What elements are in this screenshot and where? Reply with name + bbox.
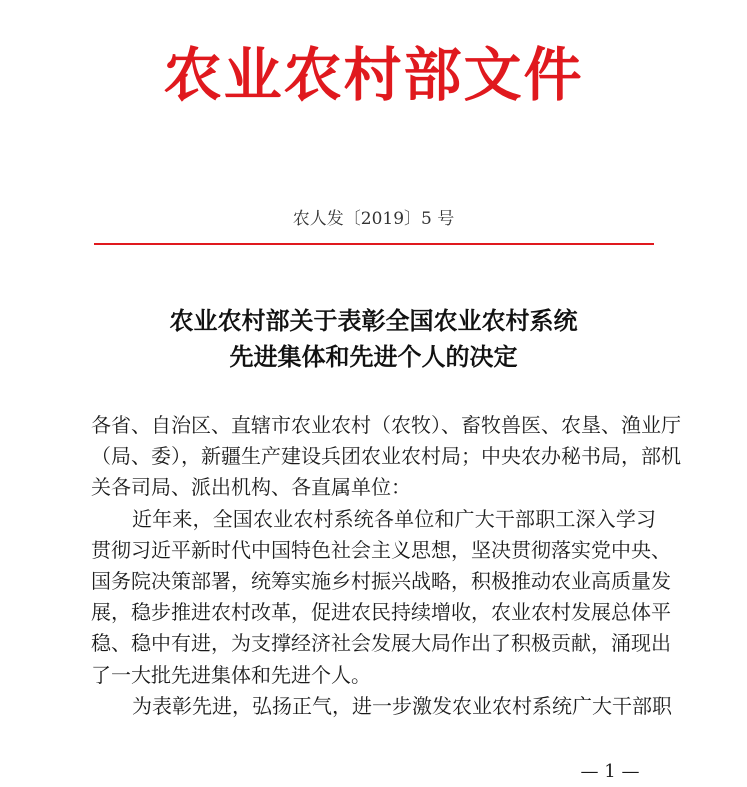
red-divider-line — [94, 243, 654, 245]
paragraph-1-line-5: 稳、稳中有进，为支撑经济社会发展大局作出了积极贡献，涌现出 — [91, 631, 671, 656]
document-title-line-1: 农业农村部关于表彰全国农业农村系统 — [169, 306, 578, 335]
page-number: — 1 — — [580, 761, 640, 782]
document-title — [0, 303, 747, 375]
paragraph-1-line-4: 展，稳步推进农村改革，促进农民持续增收，农业农村发展总体平 — [91, 600, 671, 625]
red-header-title: 农业农村部文件 — [163, 41, 584, 109]
paragraph-2-line-1: 为表彰先进，弘扬正气，进一步激发农业农村系统广大干部职 — [132, 693, 672, 718]
document-title-line-2: 先进集体和先进个人的决定 — [229, 342, 518, 371]
document-number: 农人发〔2019〕5 号 — [292, 209, 455, 229]
document-body — [91, 410, 681, 722]
addressee-line-3: 关各司局、派出机构、各直属单位： — [91, 475, 411, 500]
paragraph-1-line-2: 贯彻习近平新时代中国特色社会主义思想，坚决贯彻落实党中央、 — [91, 537, 671, 562]
addressee-line-1: 各省、自治区、直辖市农业农村（农牧）、畜牧兽医、农垦、渔业厅 — [91, 413, 681, 437]
addressee-line-2: （局、委），新疆生产建设兵团农业农村局；中央农办秘书局，部机 — [91, 444, 681, 469]
paragraph-1-line-3: 国务院决策部署，统筹实施乡村振兴战略，积极推动农业高质量发 — [91, 568, 671, 593]
paragraph-1-line-1: 近年来，全国农业农村系统各单位和广大干部职工深入学习 — [132, 506, 656, 531]
paragraph-1-line-6: 了一大批先进集体和先进个人。 — [91, 662, 371, 687]
